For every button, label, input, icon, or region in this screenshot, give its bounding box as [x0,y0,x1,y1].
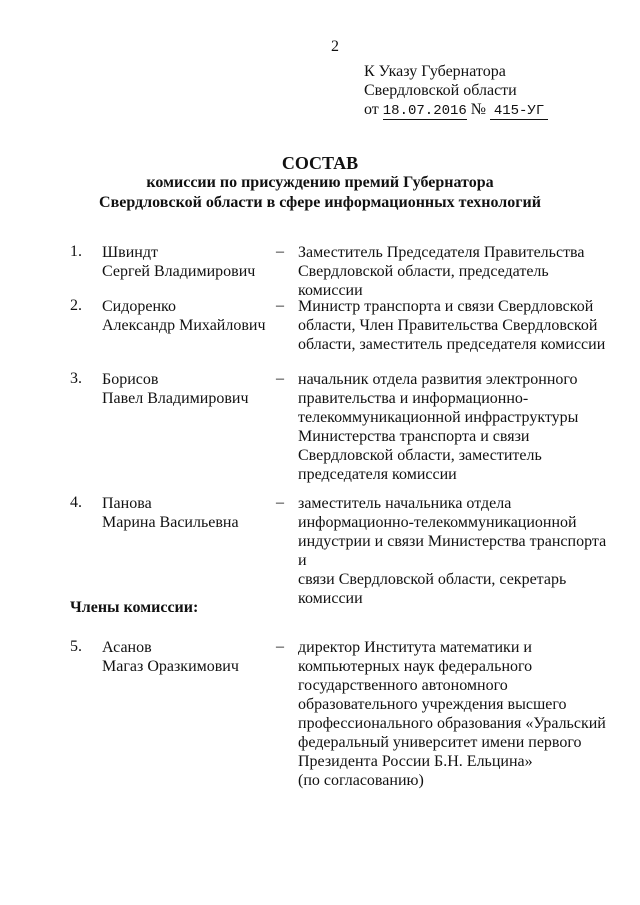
member-given-name: Магаз Оразкимович [102,658,239,675]
entry-dash: – [276,638,284,655]
entry-number: 2. [70,297,82,314]
member-position [298,297,616,354]
decree-reference-line2: Свердловской области [364,82,517,99]
position-line: телекоммуникационной инфраструктуры [298,409,579,426]
member-given-name: Павел Владимирович [102,390,249,407]
member-surname: Сидоренко [102,298,176,315]
position-line: Президента России Б.Н. Ельцина» [298,753,533,770]
member-given-name: Александр Михайлович [102,317,266,334]
position-line: председателя комиссии [298,466,457,483]
position-line: комиссии [298,590,363,607]
decree-reference-line1: К Указу Губернатора [364,63,506,80]
date-prefix: от [364,101,379,118]
entry-number: 3. [70,370,82,387]
entry-dash: – [276,243,284,260]
position-line: связи Свердловской области, секретарь [298,571,567,588]
member-position [298,494,616,608]
member-position [298,243,616,300]
position-line: индустрии и связи Министерства транспорта и [298,533,607,569]
position-line: Свердловской области, председатель комиссии [298,263,549,299]
position-line: Свердловской области, заместитель [298,447,542,464]
member-position [298,370,616,484]
entry-number: 4. [70,494,82,511]
member-name [102,297,266,335]
position-line: области, Член Правительства Свердловской [298,317,598,334]
member-name [102,243,255,281]
member-name [102,638,239,676]
position-line: профессионального образования «Уральский [298,715,606,732]
position-line: государственного автономного [298,677,508,694]
subtitle-line1: комиссии по присуждению премий Губернатора [146,174,494,191]
member-given-name: Сергей Владимирович [102,263,256,280]
position-line: Министерства транспорта и связи [298,428,530,445]
entry-number: 1. [70,243,82,260]
document-subtitle [0,173,640,213]
decree-date: 18.07.2016 [382,103,467,119]
position-line: образовательного учреждения высшего [298,696,567,713]
decree-date-line [364,100,548,120]
member-surname: Швиндт [102,244,158,261]
position-line: Заместитель Председателя Правительства [298,244,585,261]
position-line: директор Института математики и [298,639,532,656]
position-line: федеральный университет имени первого [298,734,582,751]
position-line: информационно-телекоммуникационной [298,514,577,531]
member-position [298,638,616,790]
member-surname: Борисов [102,371,159,388]
member-name [102,370,249,408]
page-number: 2 [331,38,339,55]
position-line: заместитель начальника отдела [298,495,512,512]
member-given-name: Марина Васильевна [102,514,239,531]
decree-reference [364,62,548,120]
member-surname: Панова [102,495,152,512]
position-line: компьютерных наук федерального [298,658,533,675]
entry-number: 5. [70,638,82,655]
member-name [102,494,239,532]
position-line: (по согласованию) [298,772,424,789]
document-title: СОСТАВ [281,153,359,173]
position-line: начальник отдела развития электронного [298,371,578,388]
decree-number: 415-УГ [490,104,548,120]
position-line: правительства и информационно- [298,390,529,407]
position-line: области, заместитель председателя комиссии [298,336,606,353]
member-surname: Асанов [102,639,152,656]
subtitle-line2: Свердловской области в сфере информационных технологий [99,194,541,211]
entry-dash: – [276,494,284,511]
number-sign: № [470,101,487,118]
entry-dash: – [276,370,284,387]
section-heading: Члены комиссии: [70,599,199,616]
entry-dash: – [276,297,284,314]
position-line: Министр транспорта и связи Свердловской [298,298,594,315]
